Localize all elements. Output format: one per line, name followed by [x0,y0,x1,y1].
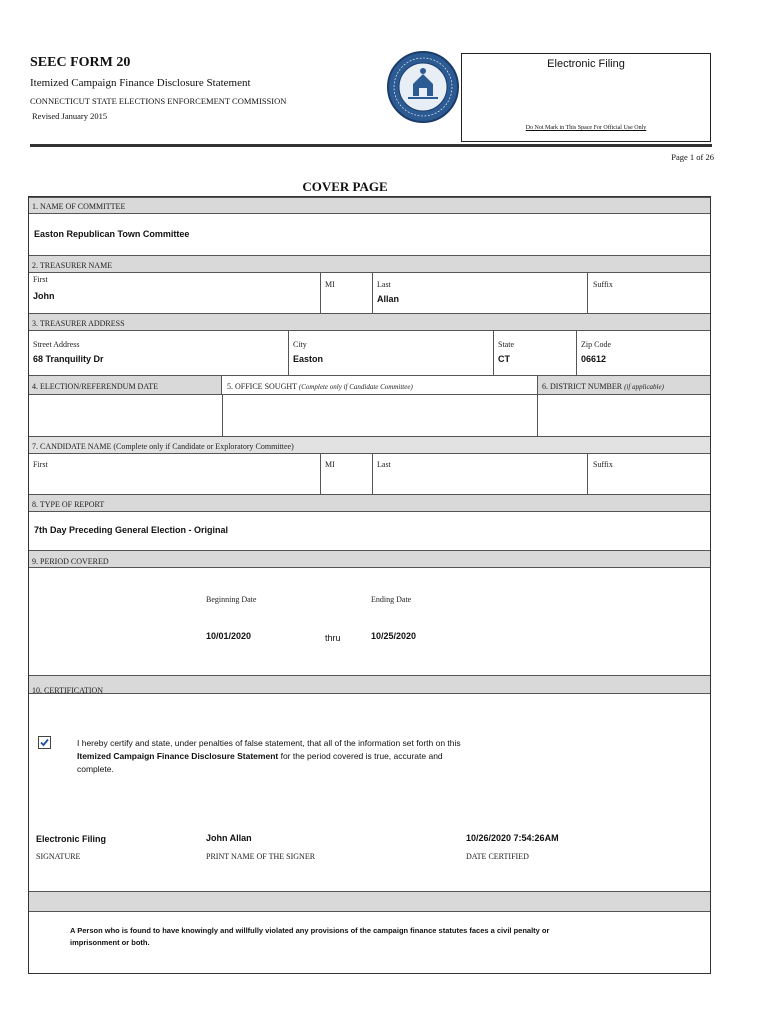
section-5-title: 5. OFFICE SOUGHT [227,382,297,391]
ending-date-value: 10/25/2020 [371,631,417,641]
cert-line-2 [77,750,537,763]
signature-label: SIGNATURE [36,852,81,861]
section-8-header [29,494,710,512]
section-10-header [29,675,710,694]
committee-name-value: Easton Republican Town Committee [34,229,190,239]
treasurer-last-label: Last [377,280,391,289]
report-type-value: 7th Day Preceding General Election - Original [34,525,229,535]
official-use-box [461,53,711,142]
certification-text [77,737,537,776]
candidate-first-label: First [33,460,48,469]
footer-band [29,891,710,912]
state-label: State [498,340,514,349]
street-value: 68 Tranquility Dr [33,354,104,364]
s2-divider [320,273,321,313]
state-seal-icon [386,50,460,124]
treasurer-first-value: John [33,291,55,301]
ending-date-label: Ending Date [371,595,412,604]
cert-bold: Itemized Campaign Finance Disclosure Statement [77,751,279,761]
date-certified-label: DATE CERTIFIED [466,852,529,861]
s456-divider [537,395,538,436]
section-5-label [227,382,413,391]
penalty-warning: A Person who is found to have knowingly and willfully violated any provisions of the campaign finance statutes faces a civil penalty or imprisonment or both. [70,926,550,947]
treasurer-suffix-label: Suffix [593,280,613,289]
electronic-filing-label: Electronic Filing [547,58,625,70]
city-label: City [293,340,307,349]
section-4-label: 4. ELECTION/REFERENDUM DATE [32,382,158,391]
state-value: CT [498,354,510,364]
cert-line-3: complete. [77,764,114,774]
s3-divider [288,331,289,375]
cover-page-title: COVER PAGE [302,179,388,194]
s7-divider [587,454,588,494]
official-use-note: Do Not Mark in This Space For Official Use Only [525,125,647,131]
revision-date: Revised January 2015 [32,111,108,121]
form-title: SEEC FORM 20 [30,55,131,70]
header-divider [30,144,712,147]
street-label: Street Address [33,340,80,349]
s2-divider [587,273,588,313]
section-5-note: (Complete only if Candidate Committee) [298,383,413,391]
zip-value: 06612 [581,354,607,364]
candidate-last-label: Last [377,460,391,469]
cert-line-1: I hereby certify and state, under penalties of false statement, that all of the information set forth on this [77,738,461,748]
section-2-label: 2. TREASURER NAME [32,261,113,270]
signer-name-value: John Allan [206,833,252,843]
zip-label: Zip Code [581,340,611,349]
thru-label: thru [325,633,341,643]
s456-divider [222,395,223,436]
treasurer-first-label: First [33,275,48,284]
section-6-note: (if applicable) [624,383,664,391]
treasurer-last-value: Allan [377,294,400,304]
city-value: Easton [293,354,324,364]
section-1-header [29,197,710,214]
form-subtitle: Itemized Campaign Finance Disclosure Statement [30,77,251,89]
treasurer-mi-label: MI [325,280,335,289]
agency-name: CONNECTICUT STATE ELECTIONS ENFORCEMENT COMMISSION [30,96,287,106]
checkmark-icon [39,737,50,748]
section-8-label: 8. TYPE OF REPORT [32,500,105,509]
signature-value: Electronic Filing [36,834,107,844]
page-number: Page 1 of 26 [671,152,714,162]
section-6-label [542,382,664,391]
section-6-title: 6. DISTRICT NUMBER [542,382,623,391]
section-10-label: 10. CERTIFICATION [32,686,104,695]
s7-divider [372,454,373,494]
s3-divider [493,331,494,375]
signer-name-label: PRINT NAME OF THE SIGNER [206,852,316,861]
candidate-suffix-label: Suffix [593,460,613,469]
section-3-header [29,313,710,331]
s7-divider [320,454,321,494]
candidate-mi-label: MI [325,460,335,469]
beginning-date-value: 10/01/2020 [206,631,252,641]
section-2-header [29,255,710,273]
certification-checkbox[interactable] [38,736,51,749]
section-9-header [29,550,710,568]
section-9-label: 9. PERIOD COVERED [32,557,109,566]
section-7-label: 7. CANDIDATE NAME (Complete only if Candidate or Exploratory Committee) [32,442,294,451]
s2-divider [372,273,373,313]
beginning-date-label: Beginning Date [206,595,257,604]
date-certified-value: 10/26/2020 7:54:26AM [466,833,559,843]
s3-divider [576,331,577,375]
section-3-label: 3. TREASURER ADDRESS [32,319,125,328]
cert-line-2-rest: for the period covered is true, accurate and [278,751,443,761]
section-1-label: 1. NAME OF COMMITTEE [32,202,126,211]
